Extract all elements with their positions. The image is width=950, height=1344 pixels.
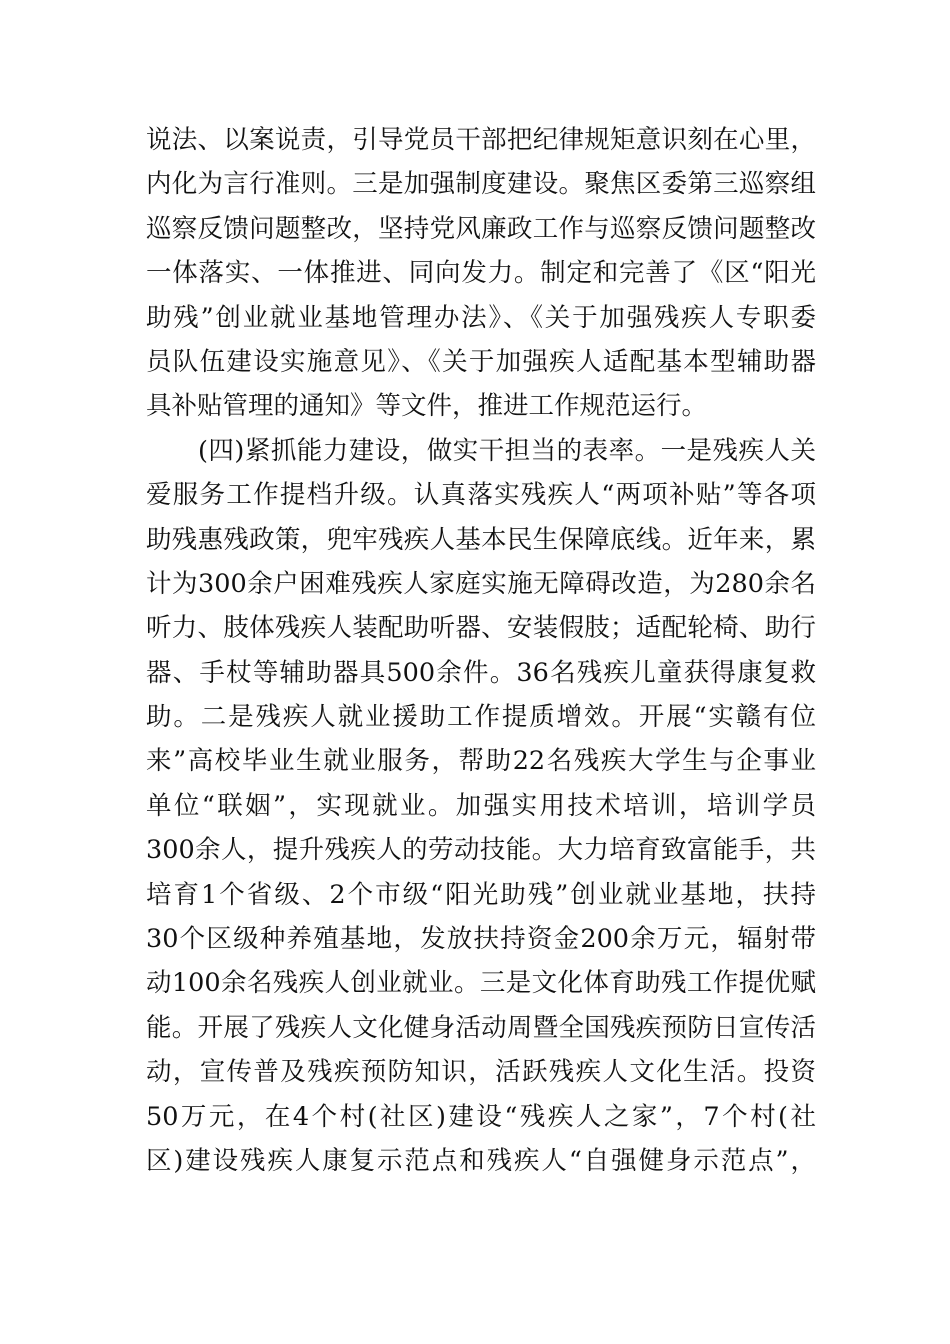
- text-line: 50万元，在4个村(社区)建设“残疾人之家”，7个村(社: [146, 1101, 816, 1132]
- text-line: 来”高校毕业生就业服务，帮助22名残疾大学生与企事业: [146, 746, 816, 777]
- text-line: 动100余名残疾人创业就业。三是文化体育助残工作提优赋: [146, 968, 816, 999]
- text-line: 区)建设残疾人康复示范点和残疾人“自强健身示范点”，: [146, 1145, 816, 1176]
- text-line: 培育1个省级、2个市级“阳光助残”创业就业基地，扶持: [146, 879, 816, 910]
- text-line: 员队伍建设实施意见》、《关于加强疾人适配基本型辅助器: [146, 346, 816, 377]
- text-line: 计为300余户困难残疾人家庭实施无障碍改造，为280余名: [146, 568, 816, 599]
- text-line: 助残”创业就业基地管理办法》、《关于加强残疾人专职委: [146, 302, 816, 333]
- text-line: 单位“联姻”，实现就业。加强实用技术培训，培训学员: [146, 790, 816, 821]
- text-line: 助。二是残疾人就业援助工作提质增效。开展“实赣有位: [146, 702, 816, 733]
- text-line: 能。开展了残疾人文化健身活动周暨全国残疾预防日宣传活: [146, 1012, 816, 1043]
- text-line: 巡察反馈问题整改，坚持党风廉政工作与巡察反馈问题整改: [146, 213, 816, 244]
- text-line: 听力、肢体残疾人装配助听器、安装假肢；适配轮椅、助行: [146, 613, 816, 644]
- section-heading-line: (四)紧抓能力建设，做实干担当的表率。一是残疾人关: [198, 435, 816, 466]
- body-text: [146, 118, 816, 1183]
- text-line: 内化为言行准则。三是加强制度建设。聚焦区委第三巡察组: [146, 169, 816, 200]
- text-line: 说法、以案说责，引导党员干部把纪律规矩意识刻在心里，: [146, 125, 816, 155]
- text-line: 一体落实、一体推进、同向发力。制定和完善了《区“阳光: [146, 258, 816, 289]
- text-line: 助残惠残政策，兜牢残疾人基本民生保障底线。近年来，累: [146, 524, 816, 555]
- text-line: 30个区级种养殖基地，发放扶持资金200余万元，辐射带: [146, 924, 816, 955]
- text-line: 300余人，提升残疾人的劳动技能。大力培育致富能手，共: [146, 835, 816, 866]
- text-line: 动，宣传普及残疾预防知识，活跃残疾人文化生活。投资: [146, 1057, 816, 1088]
- paragraph-end-line: 具补贴管理的通知》等文件，推进工作规范运行。: [146, 391, 708, 422]
- text-line: 器、手杖等辅助器具500余件。36名残疾儿童获得康复救: [146, 657, 816, 688]
- text-line: 爱服务工作提档升级。认真落实残疾人“两项补贴”等各项: [146, 480, 816, 511]
